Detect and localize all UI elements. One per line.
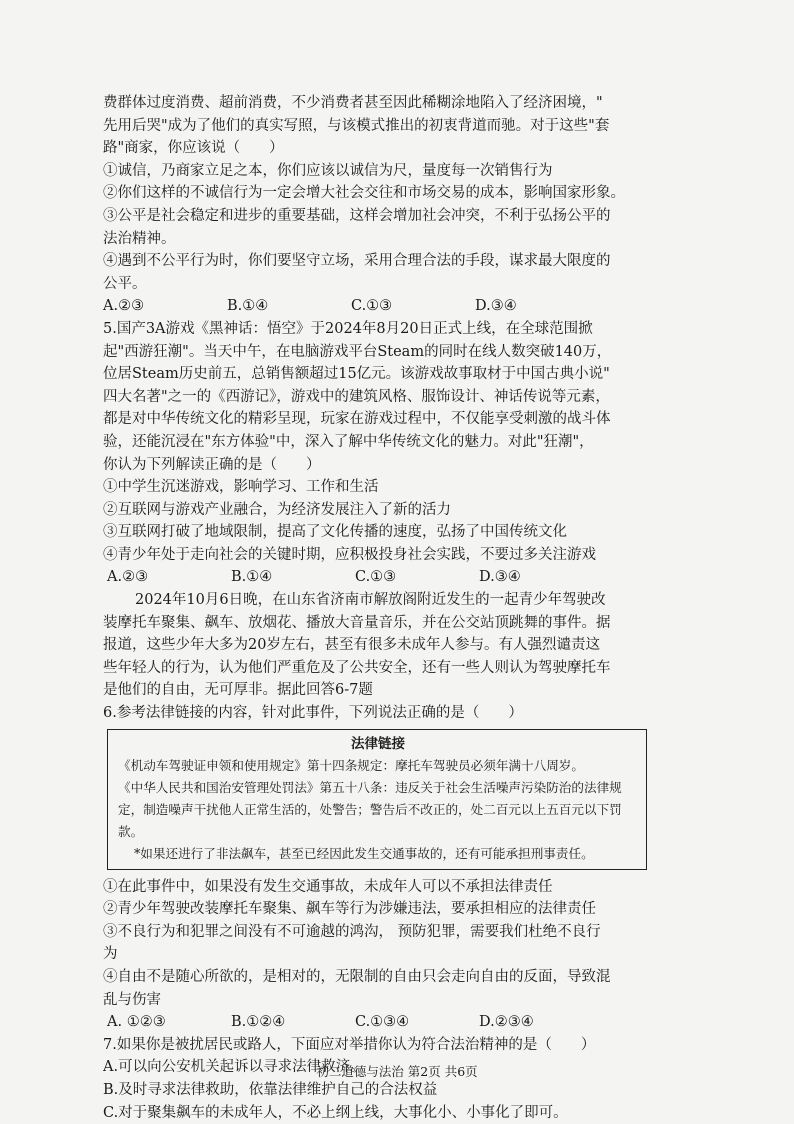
choice-d: D.③④ [479,569,521,586]
text-line: 装摩托车聚集、飙车、放烟花、播放大音量音乐，并在公交站顶跳舞的事件。据 [103,614,611,631]
text-line: 些年轻人的行为，认为他们严重危及了公共安全，还有一些人则认为驾驶摩托车 [103,659,611,676]
text-line: 都是对中华传统文化的精彩呈现，玩家在游戏过程中，不仅能享受刺激的战斗体 [103,411,611,428]
question-6-options [103,876,663,1012]
choice-b: B.①④ [227,298,269,315]
choice-c: C.①③ [355,569,397,586]
choice-c: C.①③ [351,298,393,315]
question-6-stem: 6.参考法律链接的内容，针对此事件，下列说法正确的是（ ） [103,705,523,722]
question-6-choices [103,1011,663,1034]
text-line: 位居Steam历史前五，总销售额超过15亿元。该游戏故事取材于中国古典小说" [103,366,610,383]
option-line: ②互联网与游戏产业融合，为经济发展注入了新的活力 [103,501,451,518]
option-line: ①在此事件中，如果没有发生交通事故，未成年人可以不承担法律责任 [103,878,553,895]
material-paragraph [103,589,663,702]
law-link-box [107,729,647,870]
choice-a: A.②③ [103,298,145,315]
option-line: ④青少年处于走向社会的关键时期，应积极投身社会实践，不要过多关注游戏 [103,546,596,563]
option-line: ①诚信，乃商家立足之本，你们应该以诚信为尺，量度每一次销售行为 [103,162,553,179]
option-line: ③不良行为和犯罪之间没有不可逾越的鸿沟， 预防犯罪，需要我们杜绝不良行 [103,923,601,940]
law-line: 款。 [118,823,144,839]
question-5-choices [103,566,663,589]
choice-d: D.③④ [475,298,517,315]
choice-b: B.①④ [231,569,273,586]
option-line: ①中学生沉迷游戏，影响学习、工作和生活 [103,479,379,496]
text-line: 四大名著"之一的《西游记》，游戏中的建筑风格、服饰设计、神话传说等元素， [103,388,610,405]
option-line: 公平。 [103,275,147,292]
text-line: 2024年10月6日晚，在山东省济南市解放阁附近发生的一起青少年驾驶改 [135,592,606,609]
choice-b: B.①②④ [231,1014,286,1031]
question-4-options [103,160,663,296]
choice-a: A.②③ [107,569,149,586]
choice-d: D.②③④ [479,1014,534,1031]
question-7-stem: 7.如果你是被扰居民或路人，下面应对举措你认为符合法治精神的是（ ） [103,1036,596,1053]
text-line: 是他们的自由，无可厚非。据此回答6-7题 [103,682,373,699]
text-line: 报道，这些少年大多为20岁左右，甚至有很多未成年人参与。有人强烈谴责这 [103,637,600,654]
option-line: ③公平是社会稳定和进步的重要基础，这样会增加社会冲突，不利于弘扬公平的 [103,207,611,224]
option-line: 乱与伤害 [103,991,161,1008]
text-line: 起"西游狂潮"。当天中午，在电脑游戏平台Steam的同时在线人数突破140万， [103,343,612,360]
question-5-stem [103,318,663,476]
option-line: 为 [103,946,118,963]
option-line: C.对于聚集飙车的未成年人，不必上纲上线，大事化小、小事化了即可。 [103,1104,568,1121]
page-content [103,92,663,1124]
option-line: ②青少年驾驶改装摩托车聚集、飙车等行为涉嫌违法，要承担相应的法律责任 [103,901,596,918]
law-note: *如果还进行了非法飙车，甚至已经因此发生交通事故的，还有可能承担刑事责任。 [134,845,594,861]
option-line: ③互联网打破了地域限制，提高了文化传播的速度，弘扬了中国传统文化 [103,524,567,541]
option-line: 法治精神。 [103,230,176,247]
option-line: ④遇到不公平行为时，你们要坚守立场，采用合理合法的手段，谋求最大限度的 [103,253,611,270]
text-line: 路"商家，你应该说（ ） [103,140,284,157]
text-line: 5.国产3A游戏《黑神话：悟空》于2024年8月20日正式上线，在全球范围掀 [103,320,593,337]
choice-a: A. ①②③ [107,1014,166,1031]
option-line: ②你们这样的不诚信行为一定会增大社会交往和市场交易的成本，影响国家形象。 [103,185,625,202]
text-line: 验，还能沉浸在"东方体验"中，深入了解中华传统文化的魅力。对此"狂潮"， [103,433,594,450]
law-line: 《机动车驾驶证申领和使用规定》第十四条规定：摩托车驾驶员必须年满十八周岁。 [118,757,584,773]
text-line: 你认为下列解读正确的是（ ） [103,456,321,473]
page-footer: 初二道德与法治 第2页 共6页 [316,1064,478,1079]
option-line: A.可以向公安机关起诉以寻求法律救济。 [103,1059,365,1076]
option-line: ④自由不是随心所欲的，是相对的，无限制的自由只会走向自由的反面，导致混 [103,969,611,985]
law-box-title: 法律链接 [351,735,405,752]
question-4-choices [103,295,663,318]
law-line: 定，制造噪声干扰他人正常生活的，处警告；警告后不改正的，处二百元以上五百元以下罚 [118,801,622,817]
option-line: B.及时寻求法律救助，依靠法律维护自己的合法权益 [103,1081,438,1098]
law-line: 《中华人民共和国治安管理处罚法》第五十八条：违反关于社会生活噪声污染防治的法律规 [118,779,622,795]
question-4-stem [103,92,663,160]
question-5-options [103,476,663,566]
text-line: 先用后哭"成为了他们的真实写照，与该模式推出的初衷背道而驰。对于这些"套 [103,117,610,134]
text-line: 费群体过度消费、超前消费，不少消费者甚至因此稀糊涂地陷入了经济困境，" [103,95,603,111]
choice-c: C.①③④ [355,1014,410,1031]
